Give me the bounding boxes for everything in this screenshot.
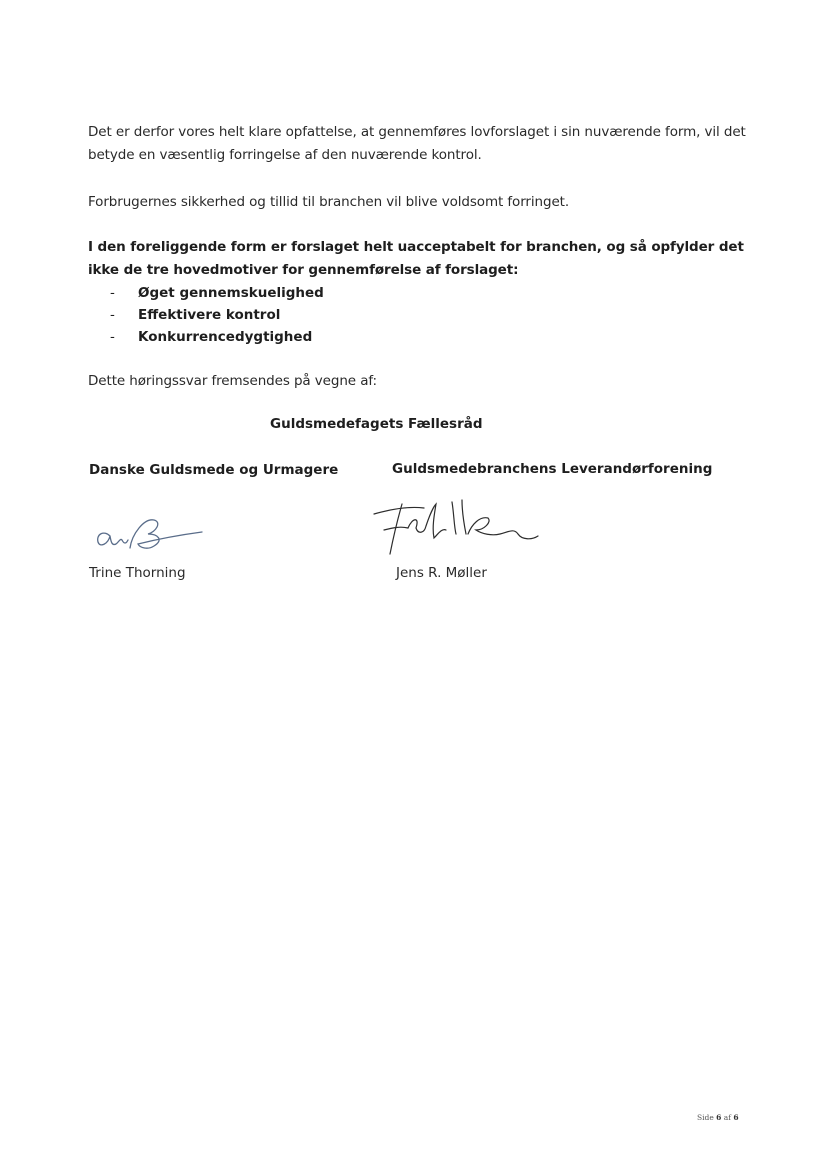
motives-list xyxy=(110,282,324,348)
signature-jens-moller xyxy=(368,494,543,558)
list-item: - Konkurrencedygtighed xyxy=(110,329,313,345)
page-number: Side 6 af 6 xyxy=(697,1113,739,1122)
list-item: - Effektivere kontrol xyxy=(110,307,281,323)
signatory-name: Trine Thorning xyxy=(89,565,186,581)
signatory-organization: Danske Guldsmede og Urmagere xyxy=(89,462,339,478)
list-item: - Øget gennemskuelighed xyxy=(110,285,324,301)
signatory-organization: Guldsmedebranchens Leverandørforening xyxy=(392,461,713,477)
council-heading: Guldsmedefagets Fællesråd xyxy=(270,416,483,432)
signature-trine-thorning xyxy=(92,508,207,558)
paragraph-unacceptable: I den foreliggende form er forslaget helt uacceptabelt for branchen, og så opfylder det ikke de tre hovedmotiver for gennemførelse af forslaget: xyxy=(88,239,744,278)
paragraph-opinion: Det er derfor vores helt klare opfattelse, at gennemføres lovforslaget i sin nuværende form, vil det betyde en væsentlig forringelse af den nuværende kontrol. xyxy=(88,124,746,163)
paragraph-consumer-trust: Forbrugernes sikkerhed og tillid til branchen vil blive voldsomt forringet. xyxy=(88,194,570,210)
paragraph-on-behalf: Dette høringssvar fremsendes på vegne af: xyxy=(88,373,377,389)
signatory-name: Jens R. Møller xyxy=(396,565,487,581)
